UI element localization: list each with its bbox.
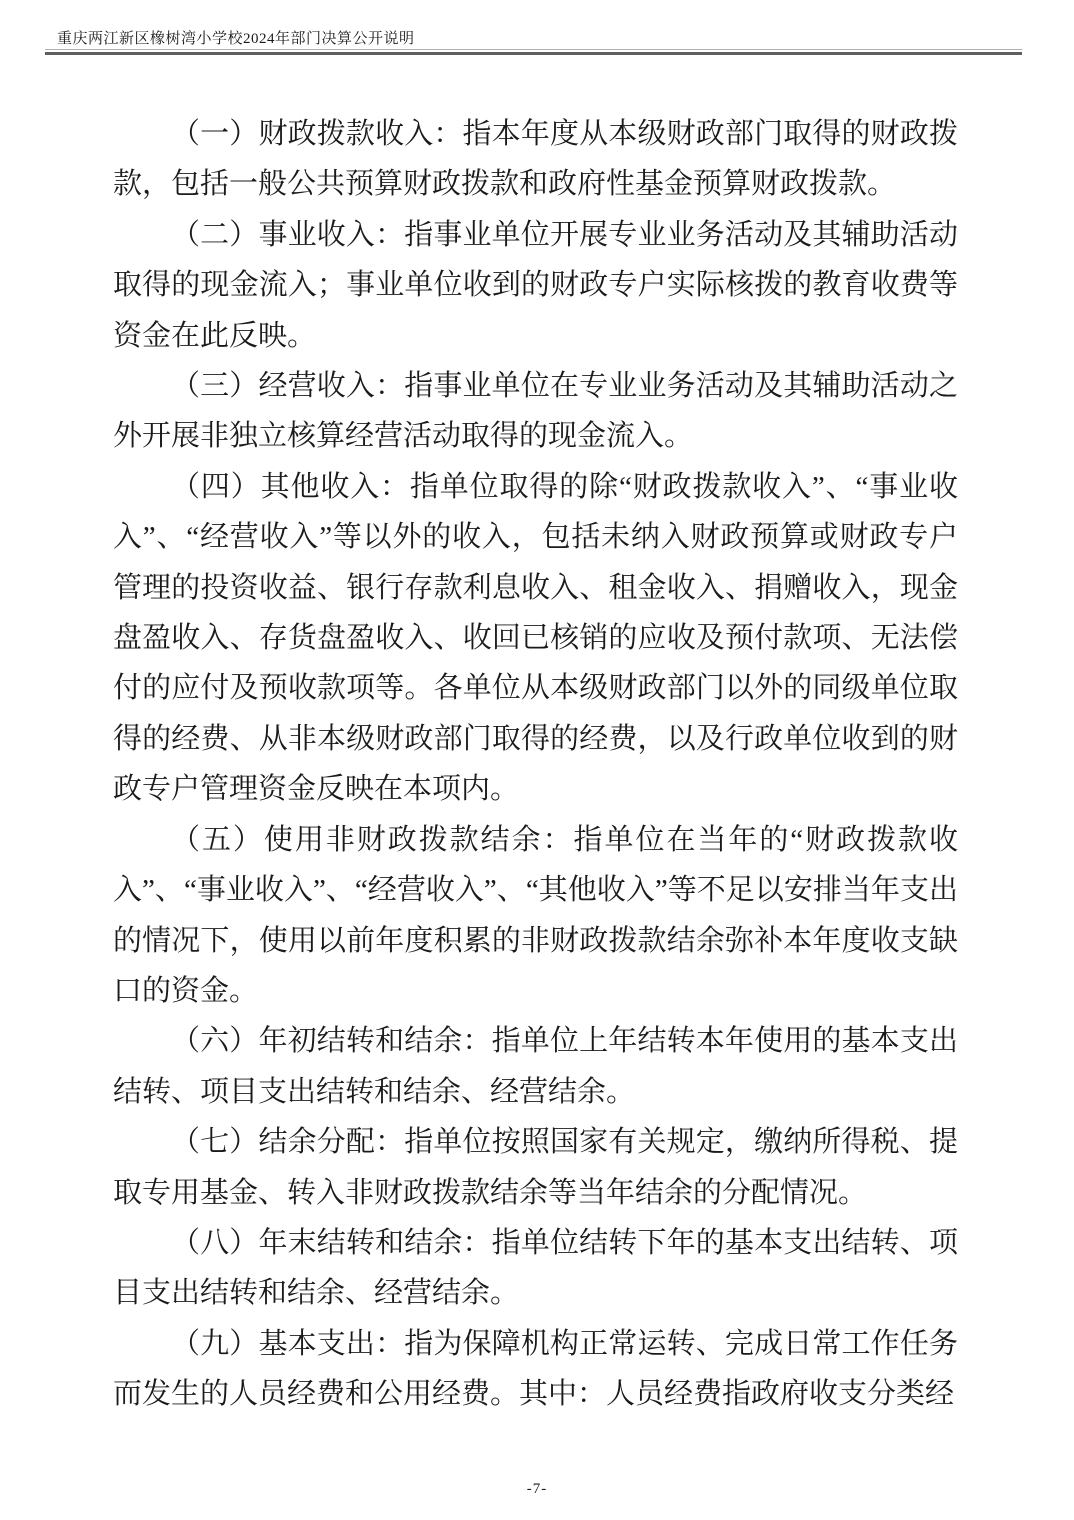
page-header	[57, 31, 415, 48]
page-number: -7-	[526, 1481, 548, 1497]
paragraph-beginning-year-carryover: （六）年初结转和结余：指单位上年结转本年使用的基本支出结转、项目支出结转和结余、经营结余。	[113, 1025, 958, 1108]
paragraph-balance-distribution: （七）结余分配：指单位按照国家有关规定，缴纳所得税、提取专用基金、转入非财政拨款结余等当年结余的分配情况。	[113, 1126, 958, 1209]
document-body	[113, 109, 958, 1420]
header-title: 重庆两江新区橡树湾小学校2024年部门决算公开说明	[57, 31, 415, 47]
paragraph-other-income: （四）其他收入：指单位取得的除“财政拨款收入”、“事业收入”、“经营收入”等以外的收入，包括未纳入财政预算或财政专户管理的投资收益、银行存款利息收入、租金收入、捐赠收入，现金盘盈收入、存货盘盈收入、收回已核销的应收及预付款项、无法偿付的应付及预收款项等。各单位从本级财政部门以外的同级单位取得的经费、从非本级财政部门取得的经费，以及行政单位收到的财政专户管理资金反映在本项内。	[113, 470, 958, 806]
page-footer	[0, 1481, 1074, 1498]
paragraph-fiscal-appropriation-income: （一）财政拨款收入：指本年度从本级财政部门取得的财政拨款，包括一般公共预算财政拨款和政府性基金预算财政拨款。	[113, 118, 958, 201]
paragraph-year-end-carryover: （八）年末结转和结余：指单位结转下年的基本支出结转、项目支出结转和结余、经营结余。	[113, 1226, 958, 1310]
header-rule-divider	[45, 49, 1022, 55]
paragraph-business-income: （二）事业收入：指事业单位开展专业业务活动及其辅助活动取得的现金流入；事业单位收到的财政专户实际核拨的教育收费等资金在此反映。	[113, 218, 958, 352]
paragraph-operating-income: （三）经营收入：指事业单位在专业业务活动及其辅助活动之外开展非独立核算经营活动取得的现金流入。	[113, 370, 958, 453]
paragraph-basic-expenditure: （九）基本支出：指为保障机构正常运转、完成日常工作任务而发生的人员经费和公用经费。其中：人员经费指政府收支分类经	[113, 1327, 958, 1411]
paragraph-use-of-non-fiscal-balance: （五）使用非财政拨款结余：指单位在当年的“财政拨款收入”、“事业收入”、“经营收入”、“其他收入”等不足以安排当年支出的情况下，使用以前年度积累的非财政拨款结余弥补本年度收支缺口的资金。	[113, 823, 958, 1007]
